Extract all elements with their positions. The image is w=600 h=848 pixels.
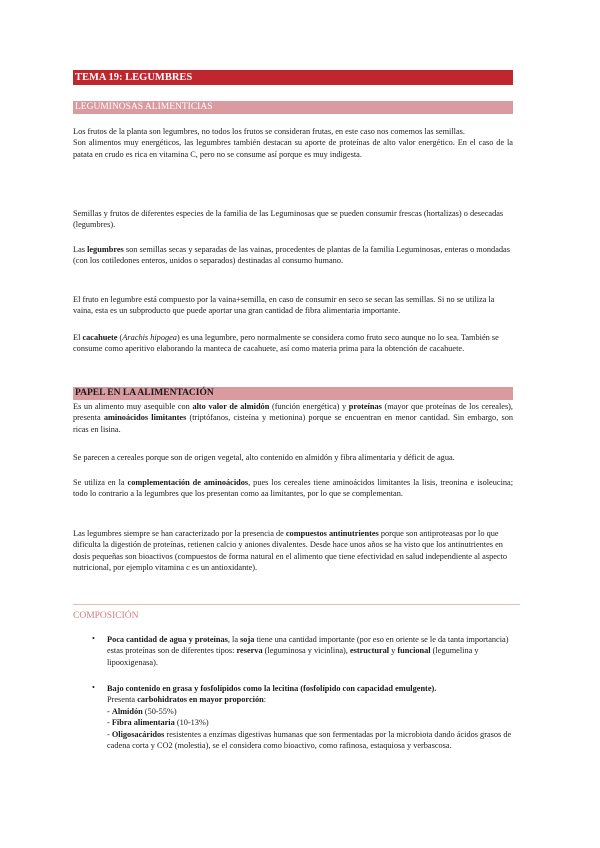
text-run: ) es una legumbre, pero normalmente se considera como fruto seco aunque no lo sea. También se consume como aperitivo elaborando la manteca de cacahuete, así como materia prima para la obtención de cacahuete. — [73, 333, 499, 354]
term-agua-proteinas: Poca cantidad de agua y proteínas — [107, 635, 228, 644]
paragraph-frutos-line1: Los frutos de la planta son legumbres, no todos los frutos se consideran frutas, en este caso nos comemos las semillas. — [73, 127, 465, 136]
text-run: (función energética) y — [269, 402, 349, 411]
term-cacahuete: cacahuete — [82, 333, 118, 342]
term-funcional: funcional — [397, 646, 431, 656]
term-antinutrientes: compuestos antinutrientes — [285, 529, 379, 538]
section-heading-leguminosas: LEGUMINOSAS ALIMENTICIAS — [73, 101, 513, 114]
text-run: (10-13%) — [174, 718, 209, 728]
section-heading-composicion: COMPOSICIÓN — [73, 611, 139, 621]
text-run: tiene una cantidad importante (por eso en oriente se le da tanta importancia) estas proteínas son de diferentes tipos: — [107, 635, 509, 656]
paragraph-papel-asequible — [73, 401, 513, 435]
term-almidon: alto valor de almidón — [192, 402, 270, 411]
term-carbohidratos: carbohidratos en mayor proporción — [137, 695, 264, 705]
text-run: El — [73, 333, 83, 342]
text-run: Es un alimento muy asequible con — [73, 402, 193, 411]
document-title: TEMA 19: LEGUMBRES — [73, 70, 513, 85]
text-run: Se utiliza en la — [73, 478, 128, 487]
term-legumbres: legumbres — [87, 245, 124, 254]
species-name: Arachis hipogea — [122, 333, 177, 342]
term-fibra: Fibra alimentaria — [111, 718, 175, 728]
text-run: - — [107, 729, 112, 739]
term-reserva: reserva — [236, 646, 263, 656]
bullet-icon: • — [92, 634, 95, 643]
paragraph-frutos — [73, 126, 513, 160]
text-run: , la — [227, 635, 241, 644]
text-run: y — [389, 646, 398, 656]
paragraph-papel-cereales: Se parecen a cereales porque son de origen vegetal, alto contenido en almidón y fibra alimentaria y déficit de agua. — [73, 453, 455, 462]
section-divider — [73, 604, 520, 605]
text-run: - — [107, 706, 112, 716]
text-run: (50-55%) — [142, 706, 177, 716]
paragraph-cacahuete — [73, 332, 513, 355]
text-run: (triptófanos, cisteína y metionina) porque se encuentran en menor cantidad. Sin embargo, son ricas en lisina. — [73, 413, 513, 434]
list-item-proteinas — [107, 634, 517, 668]
text-run: , pues los cereales tiene aminoácidos limitantes la lisis, treonina e isoleucina; todo lo contrario a la legumbres que los presentan como aa limitantes, por lo que se complementan. — [73, 478, 514, 499]
term-grasa-fosfolipidos: Bajo contenido en grasa y fosfolípidos como la lecitina (fosfolípido con capacidad emulgente). — [107, 684, 437, 693]
text-run: (legumelina y lipooxigenasa). — [107, 646, 479, 667]
term-complementacion: complementación de aminoácidos — [127, 478, 249, 487]
text-run: (leguminosa y vicinlina), — [262, 646, 350, 656]
term-estructural: estructural — [349, 646, 390, 656]
term-oligosacaridos: Oligosacáridos — [111, 729, 165, 739]
paragraph-fruto-legumbre: El fruto en legumbre está compuesto por la vaina+semilla, en caso de consumir en seco se secan las semillas. Si no se utiliza la vaina, esta es un subproducto que puede aportar una gran cantidad de fibra alimentaria importante. — [73, 295, 495, 316]
bullet-icon: • — [92, 683, 95, 692]
paragraph-papel-antinutrientes — [73, 528, 513, 574]
term-soja: soja — [240, 635, 255, 644]
text-run: Presenta — [107, 695, 138, 705]
text-run: porque son antiproteasas por lo que dificulta la digestión de proteínas, retienen calcio y aniones divalentes. Desde hace unos años se ha visto que los antinutrientes en dosis pequeñas son bioactivos (compuestos de forma natural en el alimento que tiene efectividad en salud independiente al aspecto nutricional, por ejemplo vitamina c es un antioxidante). — [73, 529, 508, 573]
text-run: - — [107, 718, 112, 728]
paragraph-semillas: Semillas y frutos de diferentes especies de la familia de las Leguminosas que se pueden consumir frescas (hortalizas) o desecadas (legumbres). — [73, 209, 504, 230]
text-run: resistentes a enzimas digestivas humanas que son fermentadas por la microbiota dando ácidos grasos de cadena corta y CO2 (molestia), se el considera como bioactivo, como rafinosa, estaquiosa y verbascosa. — [107, 729, 512, 751]
text-run: son semillas secas y separadas de las vainas, procedentes de plantas de la familia Leguminosas, enteras o mondadas (con los cotiledones enteros, unidos o separados) destinadas al consumo humano. — [73, 245, 510, 266]
text-run: Las legumbres siempre se han caracterizado por la presencia de — [73, 529, 286, 538]
text-run: Las — [73, 245, 88, 254]
paragraph-frutos-line2: Son alimentos muy energéticos, las legumbres también destacan su aporte de proteínas de alto valor energético. En el caso de la patata en crudo es rica en vitamina C, pero no se consume así porque es muy indigesta. — [73, 138, 513, 159]
text-run: : — [263, 695, 267, 705]
paragraph-papel-complementacion — [73, 477, 513, 500]
text-run: (mayor que proteínas de los cereales), presenta — [73, 402, 514, 423]
term-proteinas: proteínas — [348, 402, 382, 411]
term-almidon-sub: Almidón — [111, 706, 143, 716]
text-run: ( — [117, 333, 123, 342]
paragraph-legumbres-def — [73, 244, 513, 267]
section-heading-papel: PAPEL EN LA ALIMENTACIÓN — [73, 387, 513, 400]
term-aminoacidos: aminoácidos limitantes — [103, 413, 187, 423]
list-item-grasa — [107, 683, 517, 751]
